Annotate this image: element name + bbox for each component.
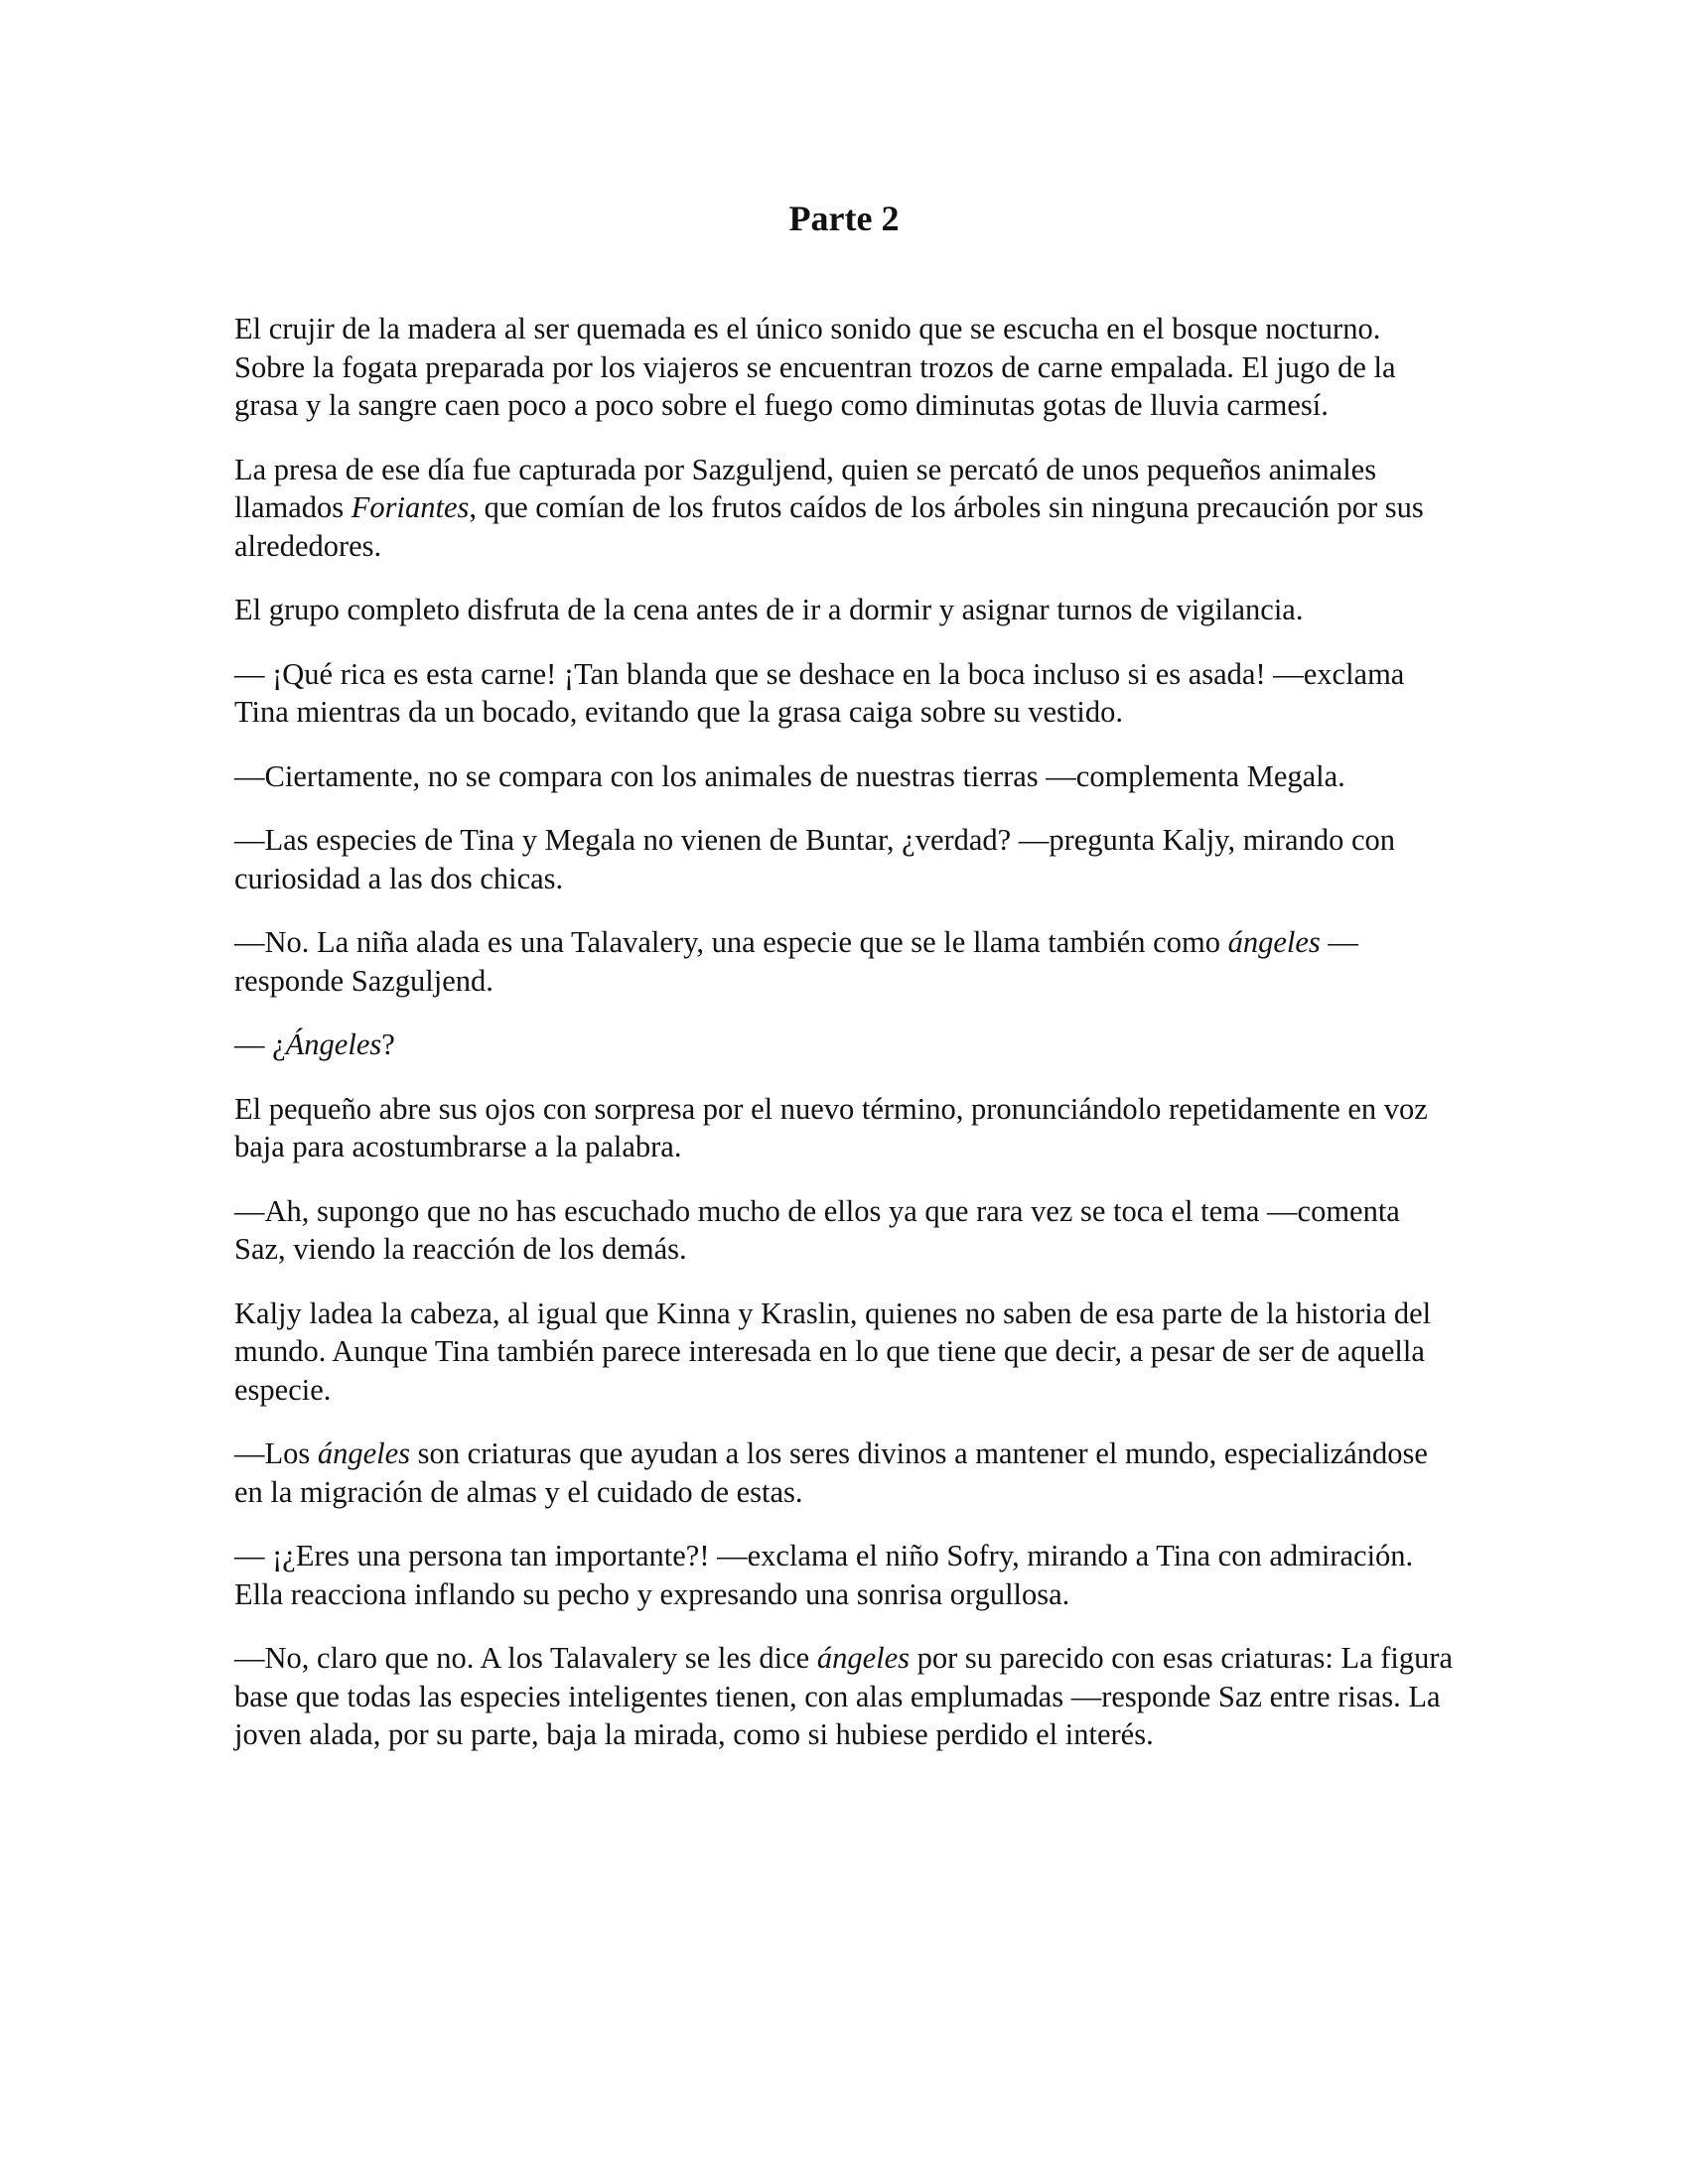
text-run: —responde Sazguljend. bbox=[234, 925, 1358, 998]
paragraph bbox=[234, 757, 1456, 796]
paragraph bbox=[234, 1639, 1456, 1754]
italic-text: ángeles bbox=[317, 1436, 411, 1470]
text-run: son criaturas que ayudan a los seres divinos a mantener el mundo, especializándose en la migración de almas y el cuidado de estas. bbox=[234, 1436, 1428, 1509]
text-run: —Los bbox=[234, 1436, 318, 1470]
text-run: —Ciertamente, no se compara con los animales de nuestras tierras —complementa Megala. bbox=[234, 758, 1345, 793]
text-run: El grupo completo disfruta de la cena antes de ir a dormir y asignar turnos de vigilancia. bbox=[234, 593, 1304, 626]
text-run: El pequeño abre sus ojos con sorpresa por el nuevo término, pronunciándolo repetidamente en voz baja para acostumbrarse a la palabra. bbox=[234, 1091, 1428, 1163]
italic-text: Foriantes bbox=[351, 490, 470, 524]
chapter-body bbox=[234, 310, 1456, 1780]
paragraph bbox=[234, 1295, 1456, 1410]
text-run: , que comían de los frutos caídos de los árboles sin ninguna precaución por sus alrededores. bbox=[234, 490, 1424, 563]
text-run: — ¿ bbox=[234, 1027, 286, 1061]
text-run: —Ah, supongo que no has escuchado mucho de ellos ya que rara vez se toca el tema —comenta Saz, viendo la reacción de los demás. bbox=[234, 1193, 1400, 1266]
paragraph bbox=[234, 1090, 1456, 1166]
paragraph bbox=[234, 655, 1456, 732]
paragraph bbox=[234, 1434, 1456, 1511]
paragraph bbox=[234, 451, 1456, 566]
italic-text: ángeles bbox=[1227, 925, 1321, 959]
text-run: — ¡Qué rica es esta carne! ¡Tan blanda que se deshace en la boca incluso si es asada! —exclama Tina mientras da un bocado, evitando que la grasa caiga sobre su vestido. bbox=[234, 656, 1405, 729]
text-run: ? bbox=[381, 1027, 395, 1061]
paragraph bbox=[234, 923, 1456, 1000]
text-run: — ¡¿Eres una persona tan importante?! —exclama el niño Sofry, mirando a Tina con admiración. Ella reacciona inflando su pecho y expresando una sonrisa orgullosa. bbox=[234, 1539, 1414, 1611]
text-run: Kaljy ladea la cabeza, al igual que Kinna y Kraslin, quienes no saben de esa parte de la historia del mundo. Aunque Tina también parece interesada en lo que tiene que decir, a pesar de ser de aquella especie. bbox=[234, 1296, 1432, 1407]
text-run: por su parecido con esas criaturas: La figura base que todas las especies inteligentes tienen, con alas emplumadas —responde Saz entre risas. La joven alada, por su parte, baja la mirada, como si hubiese perdido el interés. bbox=[234, 1641, 1454, 1751]
paragraph bbox=[234, 310, 1456, 425]
italic-text: ángeles bbox=[816, 1641, 910, 1675]
paragraph bbox=[234, 1192, 1456, 1269]
text-run: —No. La niña alada es una Talavalery, una especie que se le llama también como bbox=[234, 925, 1228, 959]
paragraph bbox=[234, 591, 1456, 629]
text-run: —Las especies de Tina y Megala no vienen de Buntar, ¿verdad? —pregunta Kaljy, mirando con curiosidad a las dos chicas. bbox=[234, 823, 1396, 895]
paragraph bbox=[234, 1537, 1456, 1613]
paragraph bbox=[234, 1025, 1456, 1064]
text-run: El crujir de la madera al ser quemada es el único sonido que se escucha en el bosque nocturno. Sobre la fogata preparada por los viajeros se encuentran trozos de carne empalada. El jugo de la grasa y la sangre caen poco a poco sobre el fuego como diminutas gotas de lluvia carmesí. bbox=[234, 312, 1396, 422]
chapter-title: Parte 2 bbox=[788, 199, 900, 238]
text-run: La presa de ese día fue capturada por Sazguljend, quien se percató de unos pequeños animales llamados bbox=[234, 452, 1377, 524]
italic-text: Ángeles bbox=[285, 1027, 382, 1061]
text-run: —No, claro que no. A los Talavalery se les dice bbox=[234, 1641, 817, 1675]
paragraph bbox=[234, 821, 1456, 897]
